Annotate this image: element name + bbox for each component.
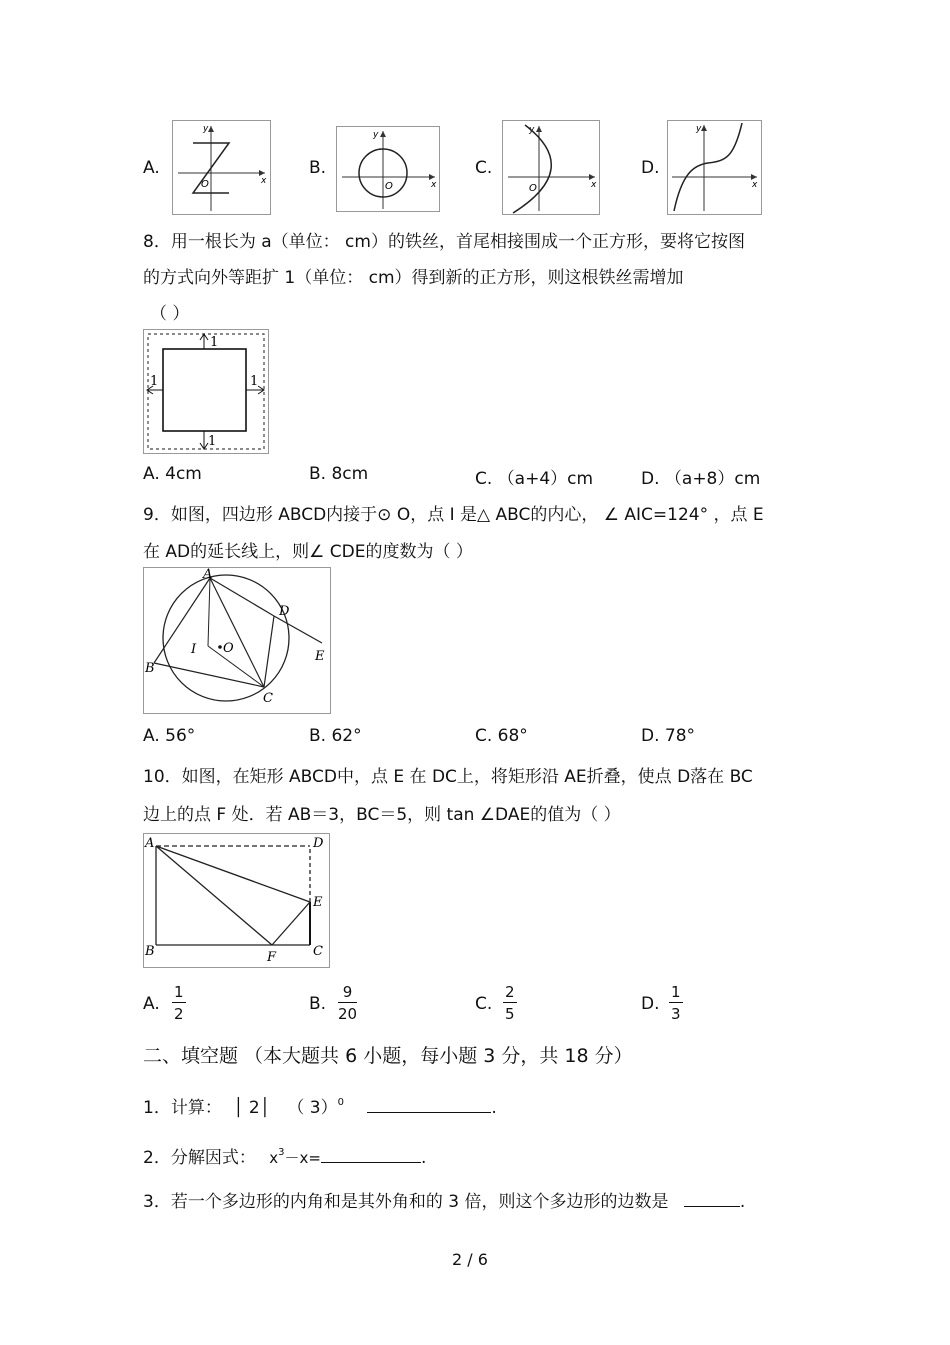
section2-q2-label: 2．分解因式：: [143, 1148, 256, 1168]
q10-text-line1: 10．如图，在矩形 ABCD中，点 E 在 DC上，将矩形沿 AE折叠，使点 D落在 BC: [143, 767, 753, 787]
q10-label-c: C: [313, 944, 323, 959]
q7-c-origin: O: [529, 183, 537, 194]
section2-q2-exponent: 3: [278, 1147, 285, 1158]
q8-option-d[interactable]: D. （a+8）cm: [641, 469, 761, 489]
q9-label-a: A: [203, 568, 213, 582]
q9-text-line1: 9．如图，四边形 ABCD内接于⊙ O，点 I 是△ ABC的内心， ∠ AIC=124° ，点 E: [143, 505, 764, 525]
q9-label-b: B: [145, 661, 155, 676]
q10-figure: [143, 833, 330, 968]
section2-q1-abs: │ 2│: [233, 1098, 270, 1118]
q8-label-left: 1: [150, 374, 159, 389]
q10-option-a-label[interactable]: A.: [143, 994, 160, 1014]
q10-label-f: F: [267, 950, 277, 965]
q9-option-b[interactable]: B. 62°: [309, 726, 362, 746]
q10-option-c-num: 2: [505, 983, 515, 1001]
section2-q1-paren: （ 3）: [287, 1098, 338, 1118]
q8-text-line3: （ ）: [150, 304, 190, 324]
q9-text-line2: 在 AD的延长线上，则∠ CDE的度数为（ ）: [143, 542, 473, 562]
section2-q2: [143, 1143, 426, 1168]
q9-label-c: C: [263, 691, 273, 706]
q7-option-a-graph: [172, 120, 271, 215]
q8-text-line1: 8．用一根长为 a（单位： cm）的铁丝，首尾相接围成一个正方形，要将它按图: [143, 232, 745, 252]
q10-label-d: D: [313, 836, 324, 851]
section2-q3-end: .: [739, 1192, 746, 1212]
q9-option-a[interactable]: A. 56°: [143, 726, 196, 746]
q10-option-c-fraction: [503, 982, 517, 1025]
q7-a-origin: O: [201, 179, 209, 190]
q9-figure: [143, 567, 331, 714]
q8-figure: [143, 329, 269, 454]
q7-b-axis-x: x: [431, 180, 437, 190]
q7-a-axis-x: x: [261, 176, 267, 186]
q9-label-d: D: [279, 604, 290, 619]
section2-q1-label: 1．计算：: [143, 1098, 222, 1118]
q8-option-a[interactable]: A. 4cm: [143, 464, 202, 484]
q7-option-d-graph: [667, 120, 762, 215]
page-number: 2 / 6: [452, 1250, 488, 1269]
q9-label-e: E: [315, 649, 325, 664]
q10-option-a-num: 1: [174, 983, 184, 1001]
q8-label-right: 1: [250, 374, 259, 389]
q10-option-c-den: 5: [505, 1005, 515, 1023]
section2-q3-text: 3．若一个多边形的内角和是其外角和的 3 倍，则这个多边形的边数是: [143, 1192, 669, 1212]
q8-text-line2: 的方式向外等距扩 1（单位： cm）得到新的正方形，则这根铁丝需增加: [143, 268, 684, 288]
q7-option-b-graph: [336, 126, 440, 212]
q7-option-c-graph: [502, 120, 600, 215]
section2-q3: [143, 1187, 745, 1212]
q7-a-axis-y: y: [203, 124, 209, 134]
q10-text-line2: 边上的点 F 处．若 AB＝3，BC＝5，则 tan ∠DAE的值为（ ）: [143, 805, 621, 825]
q10-option-b-fraction: [338, 982, 357, 1025]
q7-c-axis-x: x: [591, 180, 597, 190]
q7-option-c-label: C.: [475, 158, 493, 178]
section2-q3-answer-blank[interactable]: [684, 1190, 740, 1207]
q7-d-axis-x: x: [752, 180, 758, 190]
section2-q2-expr-a: x: [269, 1149, 279, 1167]
q10-option-b-label[interactable]: B.: [309, 994, 327, 1014]
section2-q2-end: .: [420, 1148, 427, 1168]
q8-label-top: 1: [210, 335, 219, 350]
section2-q2-answer-blank[interactable]: [321, 1146, 421, 1163]
q8-option-b[interactable]: B. 8cm: [309, 464, 369, 484]
q8-option-c[interactable]: C. （a+4）cm: [475, 469, 594, 489]
q9-label-o: O: [223, 641, 234, 656]
q7-option-b-label: B.: [309, 158, 327, 178]
q10-option-d-den: 3: [671, 1005, 681, 1023]
section2-q1: [143, 1093, 497, 1118]
q9-option-d[interactable]: D. 78°: [641, 726, 696, 746]
q10-option-d-fraction: [669, 982, 683, 1025]
q9-option-c[interactable]: C. 68°: [475, 726, 528, 746]
section2-q2-expr-b: －x=: [284, 1149, 321, 1167]
section2-q1-answer-blank[interactable]: [367, 1096, 491, 1113]
section2-title: 二、填空题 （本大题共 6 小题，每小题 3 分，共 18 分）: [143, 1045, 633, 1067]
q7-option-a-label: A.: [143, 158, 160, 178]
section2-q1-end: .: [491, 1098, 497, 1118]
q7-c-axis-y: y: [529, 125, 535, 135]
q10-option-a-fraction: [172, 982, 186, 1025]
q10-label-b: B: [145, 944, 155, 959]
q10-option-d-num: 1: [671, 983, 681, 1001]
q7-b-origin: O: [385, 181, 393, 192]
q10-option-d-label[interactable]: D.: [641, 994, 660, 1014]
section2-q1-exponent: 0: [337, 1097, 344, 1108]
q10-option-c-label[interactable]: C.: [475, 994, 493, 1014]
q10-label-e: E: [313, 895, 323, 910]
q7-option-d-label: D.: [641, 158, 660, 178]
q10-option-b-den: 20: [338, 1005, 358, 1023]
q7-b-axis-y: y: [373, 130, 379, 140]
q10-label-a: A: [145, 836, 155, 851]
q10-option-a-den: 2: [174, 1005, 184, 1023]
q7-d-axis-y: y: [696, 124, 702, 134]
q8-label-bottom: 1: [208, 434, 217, 449]
q9-label-i: I: [191, 642, 197, 657]
q10-option-b-num: 9: [338, 982, 357, 1003]
